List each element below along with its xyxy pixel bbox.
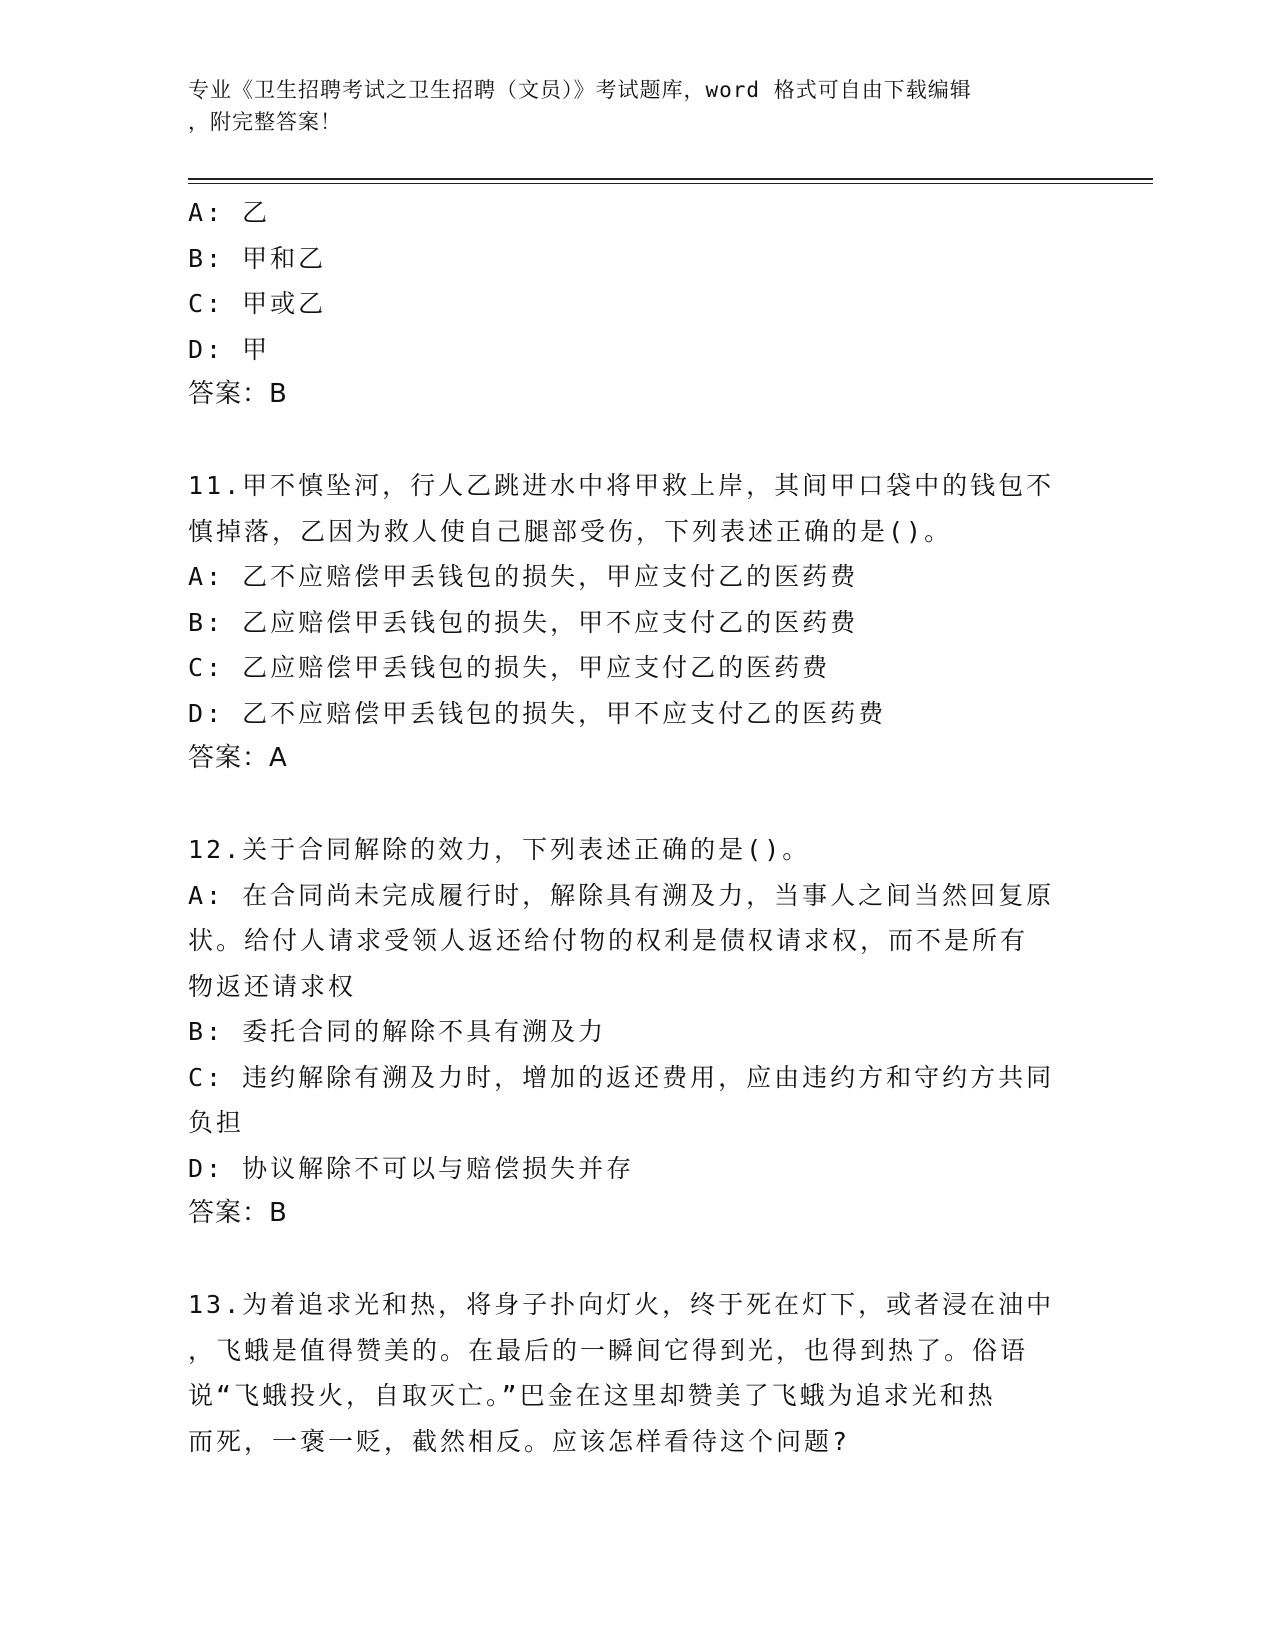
header-line-2: ，附完整答案！: [188, 110, 342, 134]
question-stem-line: 而死，一褒一贬，截然相反。应该怎样看待这个问题?: [188, 1426, 851, 1456]
option-c-line: 负担: [188, 1108, 245, 1137]
option-d: D: 乙不应赔偿甲丢钱包的损失，甲不应支付乙的医药费: [188, 698, 887, 728]
option-a-line: 状。给付人请求受领人返还给付物的权利是债权请求权，而不是所有: [188, 926, 1029, 955]
question-list: [188, 190, 1088, 1464]
answer: 答案：A: [188, 743, 288, 773]
header-divider-thick: [188, 178, 1153, 180]
option-d: D: 甲: [188, 334, 271, 364]
answer: 答案：B: [188, 1198, 288, 1228]
option-b: B: 委托合同的解除不具有溯及力: [188, 1017, 607, 1046]
option-a-line: A: 在合同尚未完成履行时，解除具有溯及力，当事人之间当然回复原: [188, 880, 1055, 910]
question-stem-line: 11.甲不慎坠河，行人乙跳进水中将甲救上岸，其间甲口袋中的钱包不: [188, 471, 1055, 500]
question-stem-line: 说“飞蛾投火，自取灭亡。”巴金在这里却赞美了飞蛾为追求光和热: [188, 1381, 996, 1410]
document-header: [188, 74, 1068, 138]
header-line-1: 专业《卫生招聘考试之卫生招聘（文员）》考试题库，word 格式可自由下载编辑: [188, 78, 972, 102]
option-c-line: C: 违约解除有溯及力时，增加的返还费用，应由违约方和守约方共同: [188, 1062, 1055, 1092]
option-c: C: 甲或乙: [188, 289, 327, 318]
spacer: [188, 418, 1088, 464]
question-13: [188, 1282, 1088, 1464]
question-stem-line: ，飞蛾是值得赞美的。在最后的一瞬间它得到光，也得到热了。俗语: [188, 1335, 1029, 1365]
header-divider-thin: [188, 183, 1153, 184]
option-c: C: 乙应赔偿甲丢钱包的损失，甲应支付乙的医药费: [188, 653, 831, 682]
question-11: [188, 463, 1088, 782]
question-12: [188, 827, 1088, 1237]
question-stem-line: 12.关于合同解除的效力，下列表述正确的是()。: [188, 835, 811, 864]
option-a-line: 物返还请求权: [188, 971, 357, 1001]
spacer: [188, 1237, 1088, 1283]
option-a: A: 乙不应赔偿甲丢钱包的损失，甲应支付乙的医药费: [188, 562, 859, 591]
option-d: D: 协议解除不可以与赔偿损失并存: [188, 1153, 635, 1183]
spacer: [188, 782, 1088, 828]
answer: 答案：B: [188, 379, 288, 409]
option-b: B: 乙应赔偿甲丢钱包的损失，甲不应支付乙的医药费: [188, 607, 859, 637]
option-b: B: 甲和乙: [188, 243, 327, 273]
option-a: A: 乙: [188, 198, 271, 227]
question-stem-line: 慎掉落，乙因为救人使自己腿部受伤，下列表述正确的是()。: [188, 516, 953, 546]
question-stem-line: 13.为着追求光和热，将身子扑向灯火，终于死在灯下，或者浸在油中: [188, 1290, 1055, 1319]
question-10: [188, 190, 1088, 418]
